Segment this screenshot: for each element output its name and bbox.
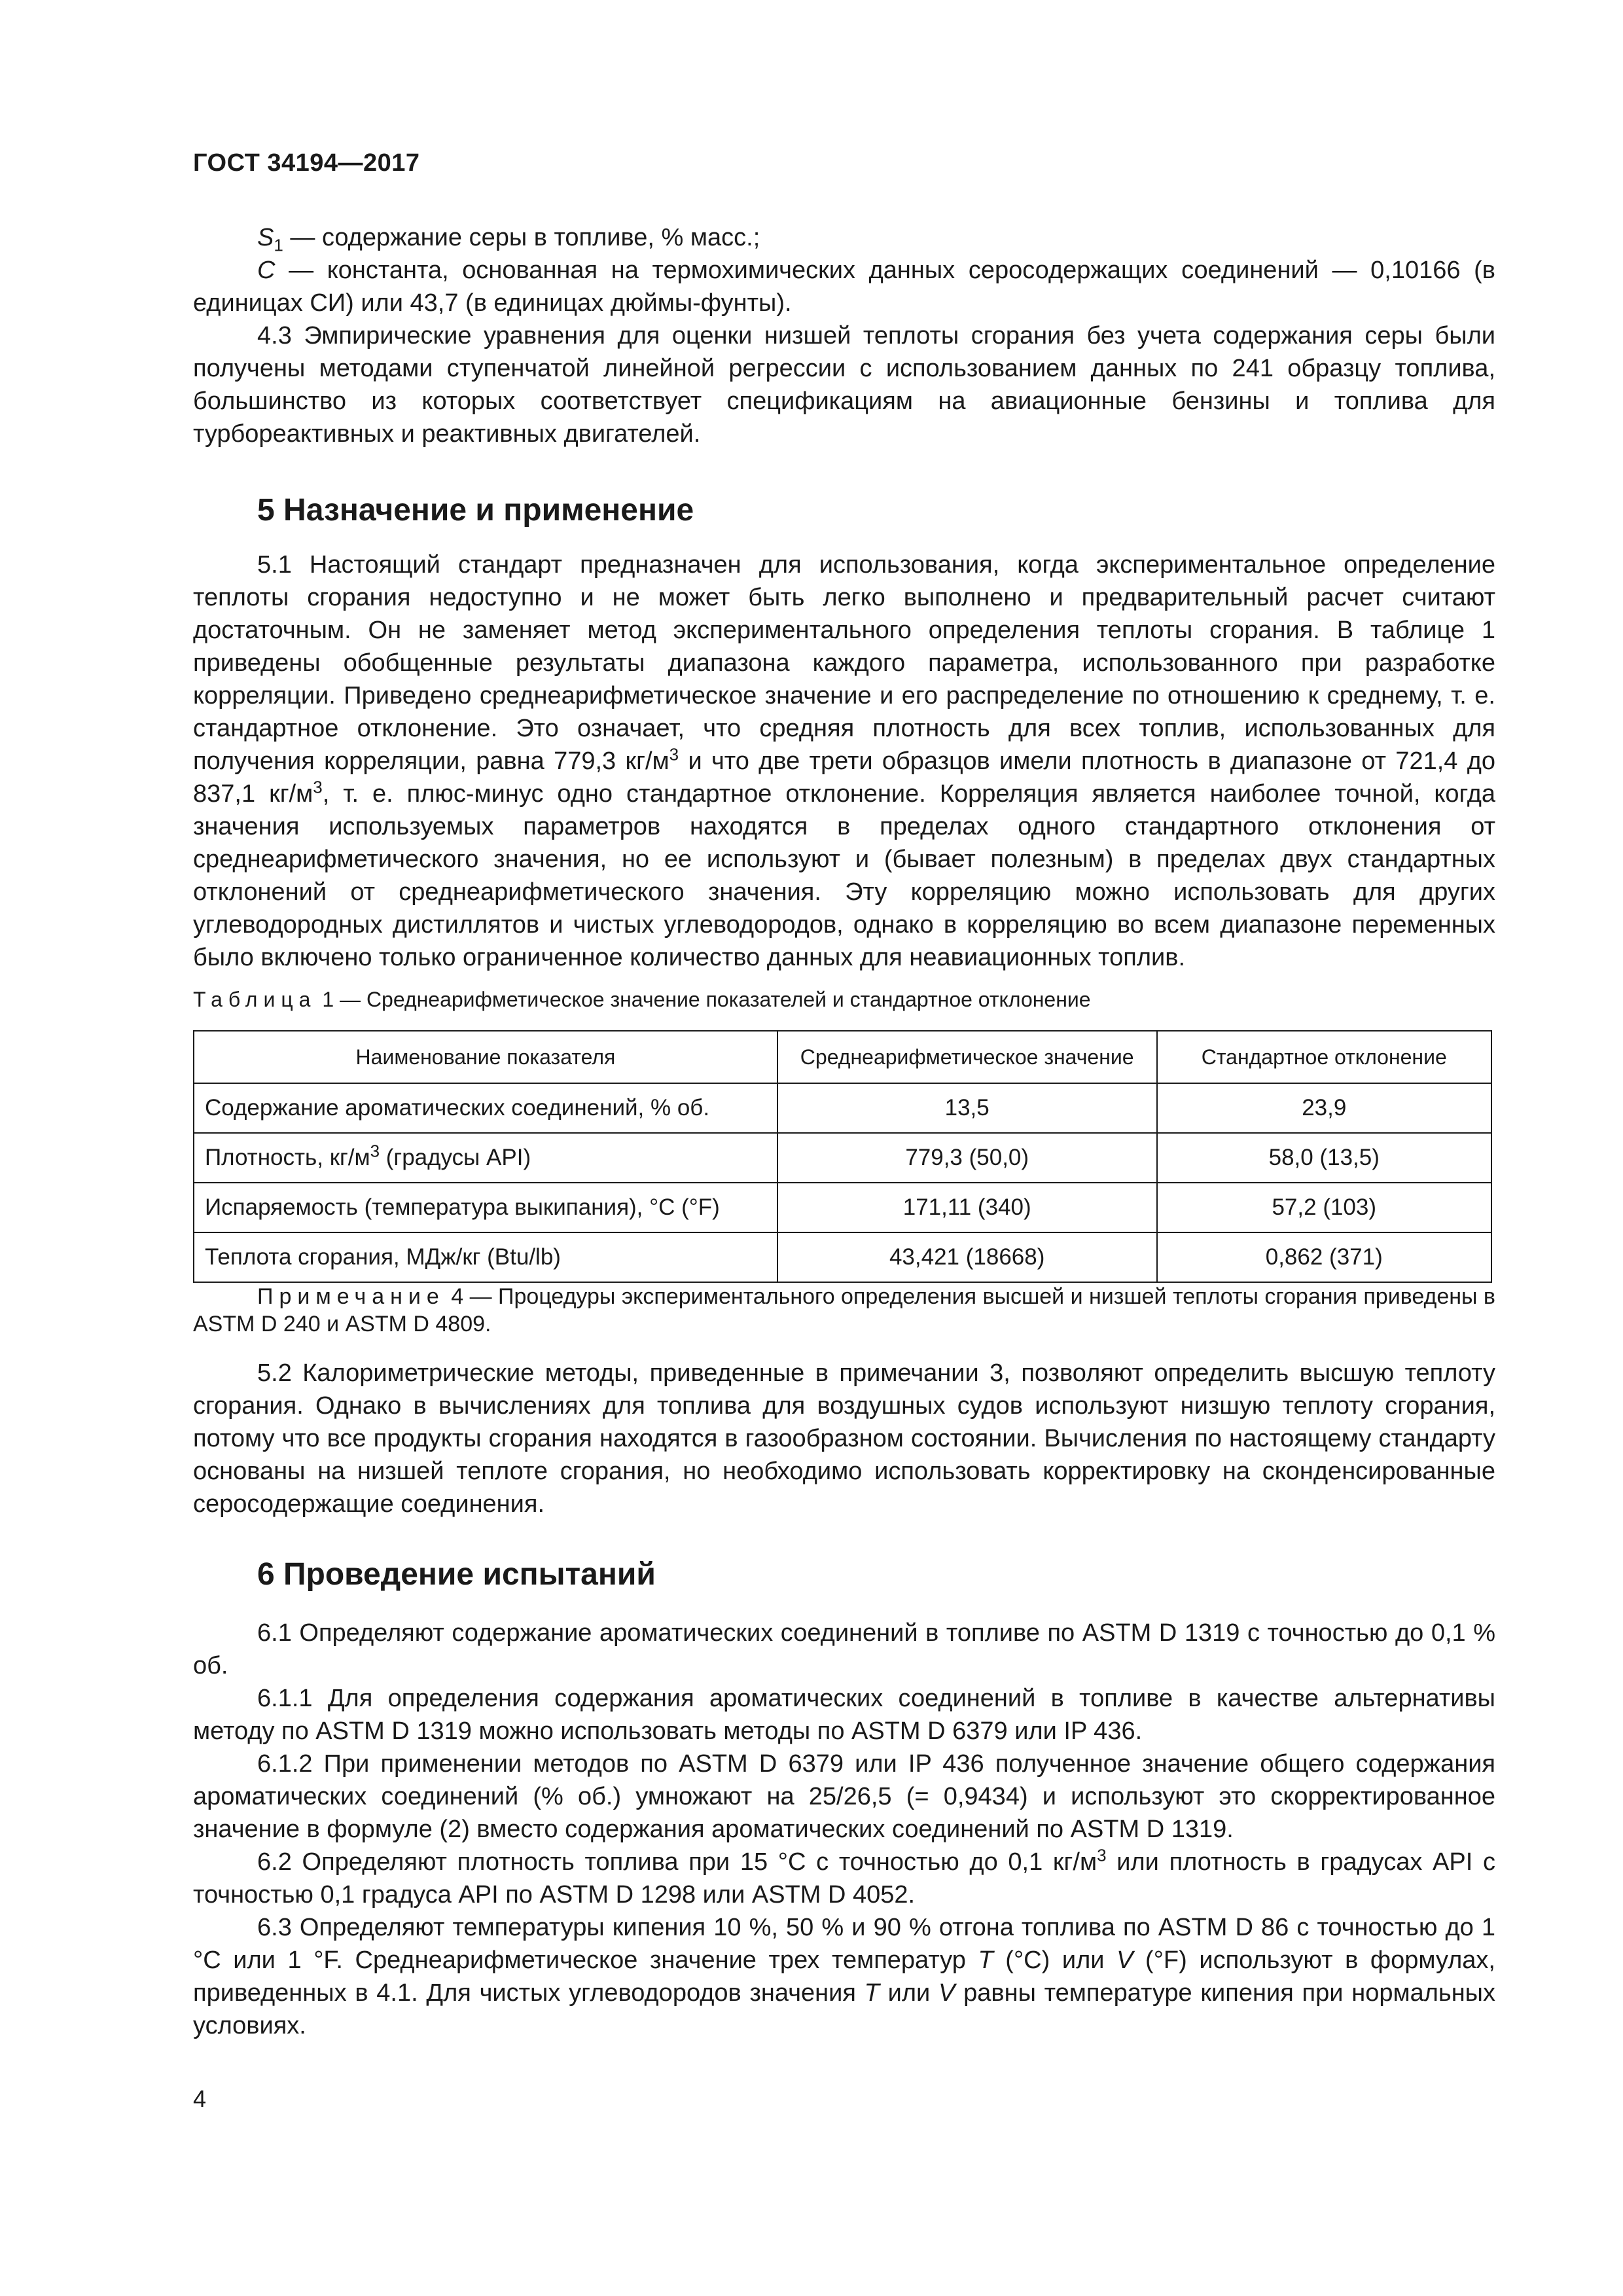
paragraph-6-3: 6.3 Определяют температуры кипения 10 %, 50 % и 90 % отгона топлива по ASTM D 86 с точностью до 1 °С или 1 °F. Среднеарифметическое значение трех температур T (°С) или V (°F) используют в формулах, приведенных в 4.1. Для чистых углеводородов значения T или V равны температуре кипения при нормальных условиях. [193,1914,1495,2039]
s1-symbol: S [257,224,274,251]
table-cell: 57,2 (103) [1157,1183,1491,1232]
table-cell: Содержание ароматических соединений, % об. [194,1083,777,1133]
table-cell: 43,421 (18668) [777,1232,1157,1282]
section-5-body [193,548,1495,974]
table-row [194,1083,1491,1133]
table-cell: 13,5 [777,1083,1157,1133]
table-row [194,1232,1491,1282]
paragraph-6-1: 6.1 Определяют содержание ароматических соединений в топливе по ASTM D 1319 с точностью до 0,1 % об. [193,1619,1495,1679]
table-row [194,1183,1491,1232]
table-caption: Таблица 1 — Среднеарифметическое значение показателей и стандартное отклонение [193,988,1091,1011]
table-header-row [194,1031,1491,1083]
table-cell: 58,0 (13,5) [1157,1133,1491,1183]
data-table [193,1030,1492,1283]
table-cell: Испаряемость (температура выкипания), °С (°F) [194,1183,777,1232]
table-cell: 779,3 (50,0) [777,1133,1157,1183]
table-header-cell: Среднеарифметическое значение [777,1031,1157,1083]
paragraph-4-3: 4.3 Эмпирические уравнения для оценки низшей теплоты сгорания без учета содержания серы были получены методами ступенчатой линейной регрессии с использованием данных по 241 образцу топлива, большинство из которых соответствует спецификациям на авиационные бензины и топлива для турбореактивных и реактивных двигателей. [193,322,1495,448]
table-cell: Теплота сгорания, МДж/кг (Btu/lb) [194,1232,777,1282]
c-definition: C — константа, основанная на термохимических данных серосодержащих соединений — 0,10166 (в единицах СИ) или 43,7 (в единицах дюймы-фунты). [193,257,1495,317]
intro-block [193,221,1495,450]
table-header-cell: Стандартное отклонение [1157,1031,1491,1083]
table-cell: 171,11 (340) [777,1183,1157,1232]
note-4: Примечание 4 — Процедуры экспериментального определения высшей и низшей теплоты сгорания приведены в ASTM D 240 и ASTM D 4809. [193,1284,1495,1336]
table-row [194,1133,1491,1183]
paragraph-5-2-block [193,1357,1495,1520]
paragraph-5-1: 5.1 Настоящий стандарт предназначен для использования, когда экспериментальное определение теплоты сгорания недоступно и не может быть легко выполнено и предварительный расчет считают достаточным. Он не заменяет метод экспериментального определения теплоты сгорания. В таблице 1 приведены обобщенные результаты диапазона каждого параметра, использованного при разработке корреляции. Приведено среднеарифметическое значение и его распределение по отношению к среднему, т. е. стандартное отклонение. Это означает, что средняя плотность для всех топлив, использованных для получения корреляции, равна 779,3 $кг/м^3$ и что две трети образцов имели плотность в диапазоне от 721,4 до 837,1 $кг/м^3$, т. е. плюс-минус одно стандартное отклонение. Корреляция является наиболее точной, когда значения используемых параметров находятся в пределах одного стандартного отклонения от среднеарифметического значения, но ее используют и (бывает полезным) в пределах двух стандартных отклонений от среднеарифметического значения. Эту корреляцию можно использовать для других углеводородных дистиллятов и чистых углеводородов, однако в корреляцию во всем диапазоне переменных было включено только ограниченное количество данных для неавиационных топлив. [193,551,1496,971]
section-5-title: 5 Назначение и применение [257,493,694,528]
paragraph-5-2: 5.2 Калориметрические методы, приведенные в примечании 3, позволяют определить высшую теплоту сгорания. Однако в вычислениях для топлива для воздушных судов используют низшую теплоту сгорания, потому что все продукты сгорания находятся в газообразном состоянии. Вычисления по настоящему стандарту основаны на низшей теплоте сгорания, но необходимо использовать корректировку на сконденсированные серосодержащие соединения. [193,1359,1495,1518]
table-cell: Плотность, $кг/м^3$ (градусы API) [194,1133,777,1183]
section-6-title: 6 Проведение испытаний [257,1557,656,1592]
paragraph-6-1-2: 6.1.2 При применении методов по ASTM D 6379 или IP 436 полученное значение общего содержания ароматических соединений (% об.) умножают на 25/26,5 (= 0,9434) и используют это скорректированное значение в формуле (2) вместо содержания ароматических соединений по ASTM D 1319. [193,1750,1495,1843]
paragraph-6-1-1: 6.1.1 Для определения содержания ароматических соединений в топливе в качестве альтернативы методу по ASTM D 1319 можно использовать методы по ASTM D 6379 или IP 436. [193,1685,1495,1745]
table-cell: 0,862 (371) [1157,1232,1491,1282]
s1-definition: $S_1$ — содержание серы в топливе, % масс.; [257,224,760,255]
paragraph-6-2: 6.2 Определяют плотность топлива при 15 °С с точностью до 0,1 $кг/м^3$ или плотность в градусах API с точностью 0,1 градуса API по ASTM D 1298 или ASTM D 4052. [193,1845,1495,1909]
section-6-body [193,1617,1495,2042]
document-header: ГОСТ 34194—2017 [193,149,420,177]
table-header-cell: Наименование показателя [194,1031,777,1083]
page-number: 4 [193,2085,207,2112]
table-cell: 23,9 [1157,1083,1491,1133]
c-symbol: C [257,257,276,284]
